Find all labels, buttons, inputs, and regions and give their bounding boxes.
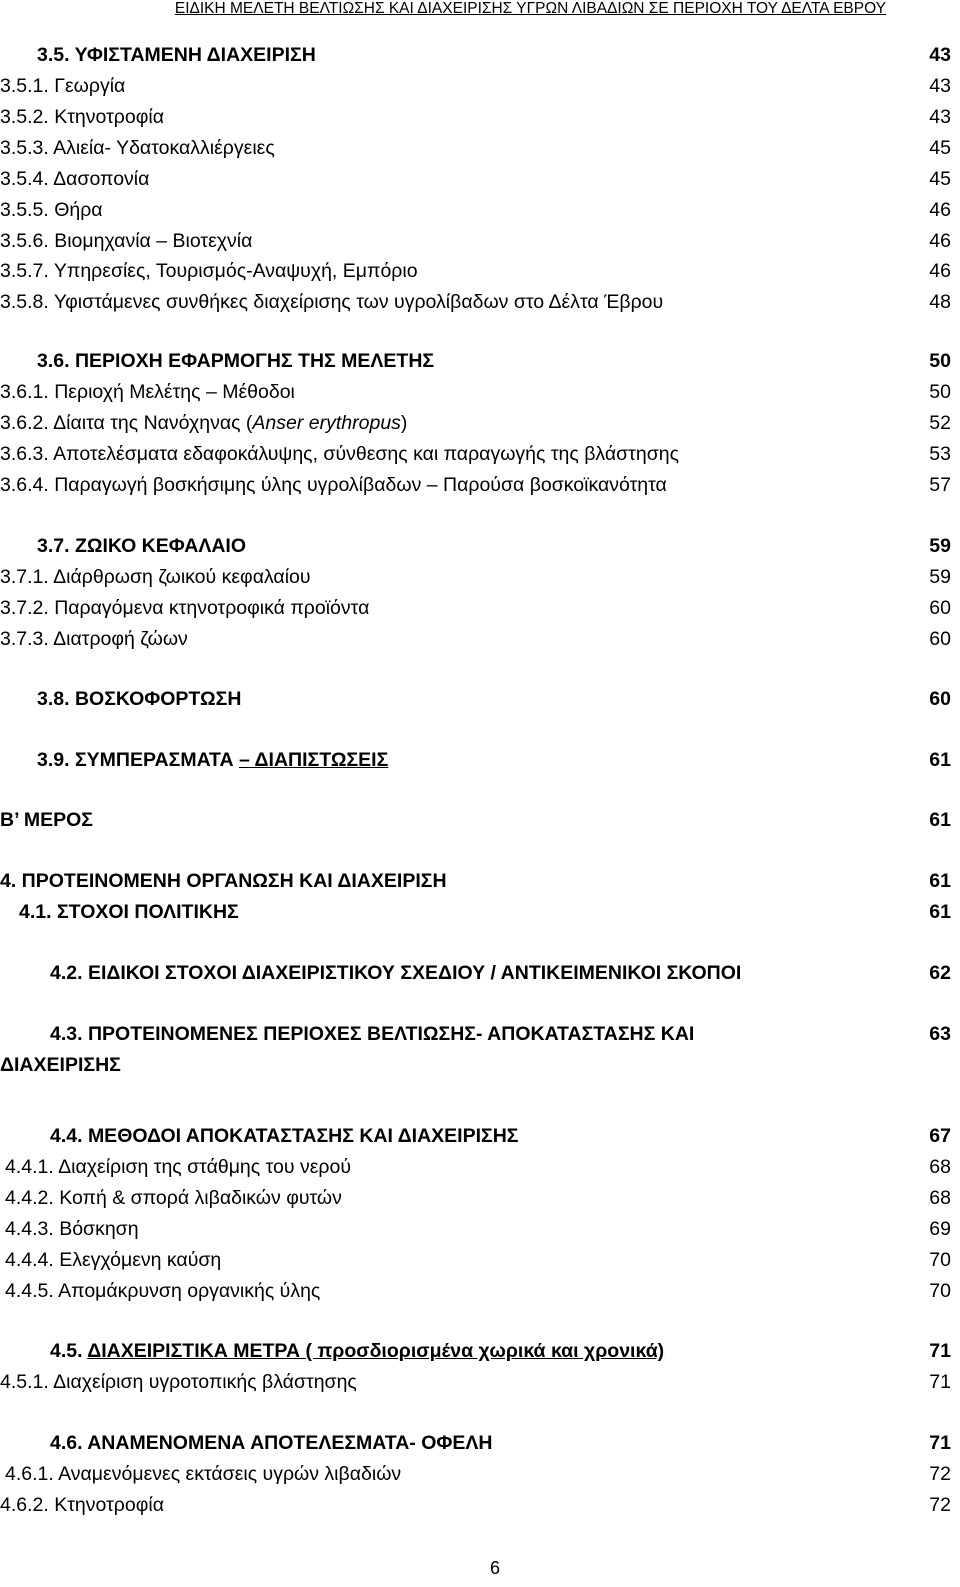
- toc-entry[interactable]: 4.4.1. Διαχείριση της στάθμης του νερού 68: [5, 1156, 951, 1178]
- toc-entry[interactable]: 3.5.1. Γεωργία 43: [0, 75, 951, 97]
- underlined-text: ΔΙΑΧΕΙΡΙΣΤΙΚΑ ΜΕΤΡΑ ( προσδιορισμένα χωρικά και χρονικά): [87, 1340, 665, 1362]
- toc-entry[interactable]: 3.6.2. Δίαιτα της Νανόχηνας (Anser erythropus) 52: [0, 412, 951, 434]
- toc-entry[interactable]: 4.4. ΜΕΘΟΔΟΙ ΑΠΟΚΑΤΑΣΤΑΣΗΣ ΚΑΙ ΔΙΑΧΕΙΡΙΣΗΣ 67: [50, 1125, 951, 1147]
- toc-entry[interactable]: 4.4.3. Βόσκηση 69: [5, 1218, 951, 1240]
- toc-entry[interactable]: 3.5.3. Αλιεία- Υδατοκαλλιέργειες 45: [0, 137, 951, 159]
- toc-entry[interactable]: 4. ΠΡΟΤΕΙΝΟΜΕΝΗ ΟΡΓΑΝΩΣΗ ΚΑΙ ΔΙΑΧΕΙΡΙΣΗ 61: [0, 870, 951, 892]
- toc-entry[interactable]: 3.6.3. Αποτελέσματα εδαφοκάλυψης, σύνθεσης και παραγωγής της βλάστησης 53: [0, 443, 951, 465]
- toc-entry[interactable]: 3.5.2. Κτηνοτροφία 43: [0, 106, 951, 128]
- toc-entry[interactable]: 4.4.4. Ελεγχόμενη καύση 70: [5, 1249, 951, 1271]
- toc-entry[interactable]: 4.5. ΔΙΑΧΕΙΡΙΣΤΙΚΑ ΜΕΤΡΑ ( προσδιορισμένα χωρικά και χρονικά) 71: [50, 1340, 951, 1362]
- toc-entry[interactable]: ΔΙΑΧΕΙΡΙΣΗΣ: [0, 1054, 121, 1076]
- toc-entry[interactable]: 4.6.1. Αναμενόμενες εκτάσεις υγρών λιβαδιών 72: [5, 1463, 951, 1485]
- toc-entry[interactable]: Β’ ΜΕΡΟΣ 61: [0, 809, 951, 831]
- underlined-text: – ΔΙΑΠΙΣΤΩΣΕΙΣ: [239, 749, 389, 771]
- toc-entry[interactable]: 4.4.5. Απομάκρυνση οργανικής ύλης 70: [5, 1280, 951, 1302]
- toc-entry[interactable]: 3.7.2. Παραγόμενα κτηνοτροφικά προϊόντα 60: [0, 597, 951, 619]
- toc-entry[interactable]: 3.5.8. Υφιστάμενες συνθήκες διαχείρισης των υγρολίβαδων στο Δέλτα Έβρου 48: [0, 291, 951, 313]
- running-header: ΕΙΔΙΚΗ ΜΕΛΕΤΗ ΒΕΛΤΙΩΣΗΣ ΚΑΙ ΔΙΑΧΕΙΡΙΣΗΣ ΥΓΡΩΝ ΛΙΒΑΔΙΩΝ ΣΕ ΠΕΡΙΟΧΗ ΤΟΥ ΔΕΛΤΑ ΕΒΡΟΥ: [174, 0, 886, 17]
- toc-entry[interactable]: 4.5.1. Διαχείριση υγροτοπικής βλάστησης 71: [0, 1371, 951, 1393]
- toc-entry[interactable]: 3.5. ΥΦΙΣΤΑΜΕΝΗ ΔΙΑΧΕΙΡΙΣΗ 43: [37, 44, 951, 66]
- toc-entry[interactable]: 3.6.1. Περιοχή Μελέτης – Μέθοδοι 50: [0, 381, 951, 403]
- toc-entry[interactable]: 4.6. ΑΝΑΜΕΝΟΜΕΝΑ ΑΠΟΤΕΛΕΣΜΑΤΑ- ΟΦΕΛΗ 71: [50, 1432, 951, 1454]
- toc-entry[interactable]: 4.2. ΕΙΔΙΚΟΙ ΣΤΟΧΟΙ ΔΙΑΧΕΙΡΙΣΤΙΚΟΥ ΣΧΕΔΙΟΥ / ΑΝΤΙΚΕΙΜΕΝΙΚΟΙ ΣΚΟΠΟΙ 62: [50, 962, 951, 984]
- toc-entry[interactable]: 3.5.5. Θήρα 46: [0, 199, 951, 221]
- toc-entry[interactable]: 3.6. ΠΕΡΙΟΧΗ ΕΦΑΡΜΟΓΗΣ ΤΗΣ ΜΕΛΕΤΗΣ 50: [37, 350, 951, 372]
- toc-entry[interactable]: 3.8. ΒΟΣΚΟΦΟΡΤΩΣΗ 60: [37, 688, 951, 710]
- toc-entry[interactable]: 4.4.2. Κοπή & σπορά λιβαδικών φυτών 68: [5, 1187, 951, 1209]
- toc-entry[interactable]: 3.7. ΖΩΙΚΟ ΚΕΦΑΛΑΙΟ 59: [37, 535, 951, 557]
- toc-entry[interactable]: 4.1. ΣΤΟΧΟΙ ΠΟΛΙΤΙΚΗΣ 61: [19, 901, 951, 923]
- toc-entry[interactable]: 4.6.2. Κτηνοτροφία 72: [0, 1494, 951, 1516]
- toc-entry[interactable]: 3.9. ΣΥΜΠΕΡΑΣΜΑΤΑ – ΔΙΑΠΙΣΤΩΣΕΙΣ 61: [37, 749, 951, 771]
- toc-entry[interactable]: 3.7.1. Διάρθρωση ζωικού κεφαλαίου 59: [0, 566, 951, 588]
- toc-entry[interactable]: 3.5.4. Δασοπονία 45: [0, 168, 951, 190]
- toc-entry[interactable]: 3.7.3. Διατροφή ζώων 60: [0, 628, 951, 650]
- toc-entry[interactable]: 3.5.7. Υπηρεσίες, Τουρισμός-Αναψυχή, Εμπόριο 46: [0, 260, 951, 282]
- page-number: 6: [489, 1558, 500, 1578]
- toc-entry[interactable]: 3.6.4. Παραγωγή βοσκήσιμης ύλης υγρολίβαδων – Παρούσα βοσκοϊκανότητα 57: [0, 474, 951, 496]
- toc-entry[interactable]: 4.3. ΠΡΟΤΕΙΝΟΜΕΝΕΣ ΠΕΡΙΟΧΕΣ ΒΕΛΤΙΩΣΗΣ- ΑΠΟΚΑΤΑΣΤΑΣΗΣ ΚΑΙ 63: [50, 1023, 951, 1045]
- toc-entry[interactable]: 3.5.6. Βιομηχανία – Βιοτεχνία 46: [0, 230, 951, 252]
